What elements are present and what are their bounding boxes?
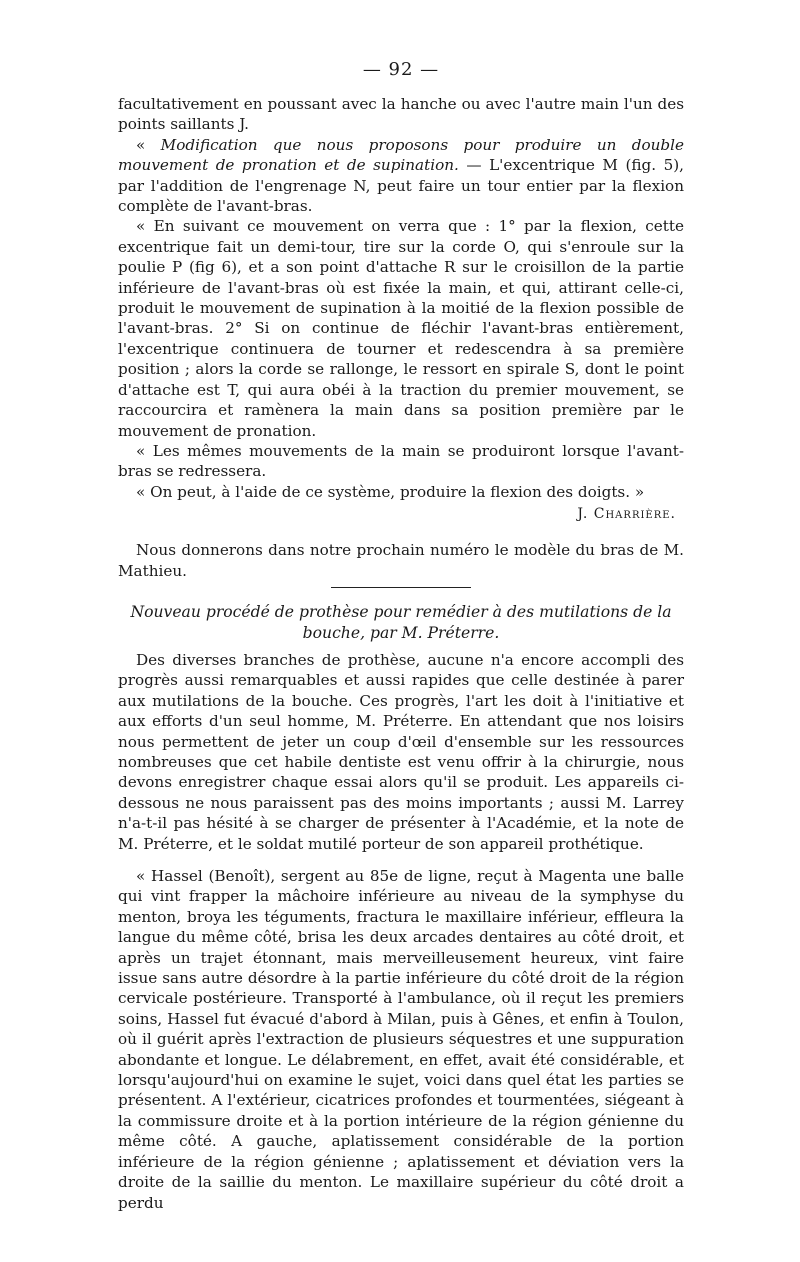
paragraph-case-hassel: « Hassel (Benoît), sergent au 85e de ligne, reçut à Magenta une balle qui vint frapper la mâchoire inférieure au niveau de la symphyse du menton, broya les téguments, fractura le maxillaire inférieur, effleura la langue du même côté, brisa les deux arcades dentaires au côté droit, et après un trajet étonnant, mais merveilleusement heureux, vint faire issue sans autre désordre à la partie inférieure du côté droit de la région cervicale postérieure. Transporté à l'ambulance, où il reçut les premiers soins, Hassel fut évacué d'abord à Milan, puis à Gênes, et enfin à Toulon, où il guérit après l'extraction de plusieurs séquestres et une suppuration abondante et longue. Le délabrement, en effet, avait été considérable, et lorsqu'aujourd'hui on examine le sujet, voici dans quel état les parties se présentent. A l'extérieur, cicatrices profondes et tourmentées, siégeant à la commissure droite et à la portion intérieure de la région génienne du même côté. A gauche, aplatissement considérable de la portion inférieure de la région génienne ; aplatissement et déviation vers la droite de la saillie du menton. Le maxillaire supérieur du côté droit a perdu [118,867,684,1212]
page-number: — 92 — [362,59,440,80]
paragraph-continuation: facultativement en poussant avec la hanche ou avec l'autre main l'un des points saillants J. [118,95,684,134]
section-divider [331,587,471,588]
paragraph-modification: « Modification que nous proposons pour produire un double mouvement de pronation et de supination. — L'excentrique M (fig. 5), par l'addition de l'engrenage N, peut faire un tour entier par la flexion complète de l'avant-bras. [118,135,685,216]
paragraph-same-movements: « Les mêmes mouvements de la main se produiront lorsque l'avant-bras se redressera. [118,441,684,481]
paragraph-next-issue: Nous donnerons dans notre prochain numéro le modèle du bras de M. Mathieu. [118,541,684,580]
paragraph-finger-flexion: « On peut, à l'aide de ce système, produire la flexion des doigts. » [136,482,645,501]
article-title: Nouveau procédé de prothèse pour remédier à des mutilations de la bouche, par M. Préterre. [130,602,672,642]
paragraph-mechanism: « En suivant ce mouvement on verra que : 1° par la flexion, cette excentrique fait un demi-tour, tire sur la corde O, qui s'enroule sur la poulie P (fig 6), et a son point d'attache R sur le croisillon de la partie inférieure de l'avant-bras où est fixée la main, et qui, attirant celle-ci, produit le mouvement de supination à la moitié de la flexion possible de l'avant-bras. 2° Si on continue de fléchir l'avant-bras entièrement, l'excentrique continuera de tourner et redescendra à sa première position ; alors la corde se rallonge, le ressort en spirale S, dont le point d'attache est T, qui aura obéi à la traction du premier mouvement, se raccourcira et ramènera la main dans sa position première par le mouvement de pronation. [118,217,684,440]
author-signature: J. Charrière. [577,506,676,523]
document-page [118,58,684,1213]
paragraph-gap [118,854,684,866]
paragraph-introduction: Des diverses branches de prothèse, aucune n'a encore accompli des progrès aussi remarquables et aussi rapides que celle destinée à parer aux mutilations de la bouche. Ces progrès, l'art les doit à l'initiative et aux efforts d'un seul homme, M. Préterre. En attendant que nos loisirs nous permettent de jeter un coup d'œil d'ensemble sur les ressources nombreuses que cet habile dentiste est venu offrir à la chirurgie, nous devons enregistrer chaque essai alors qu'il se produit. Les appareils ci-dessous ne nous paraissent pas des moins importants ; aussi M. Larrey n'a-t-il pas hésité à se charger de présenter à l'Académie, et la note de M. Préterre, et le soldat mutilé porteur de son appareil prothétique. [118,650,684,853]
modification-heading: Modification que nous proposons pour produire un double mouvement de pronation et de supination. [118,135,685,175]
